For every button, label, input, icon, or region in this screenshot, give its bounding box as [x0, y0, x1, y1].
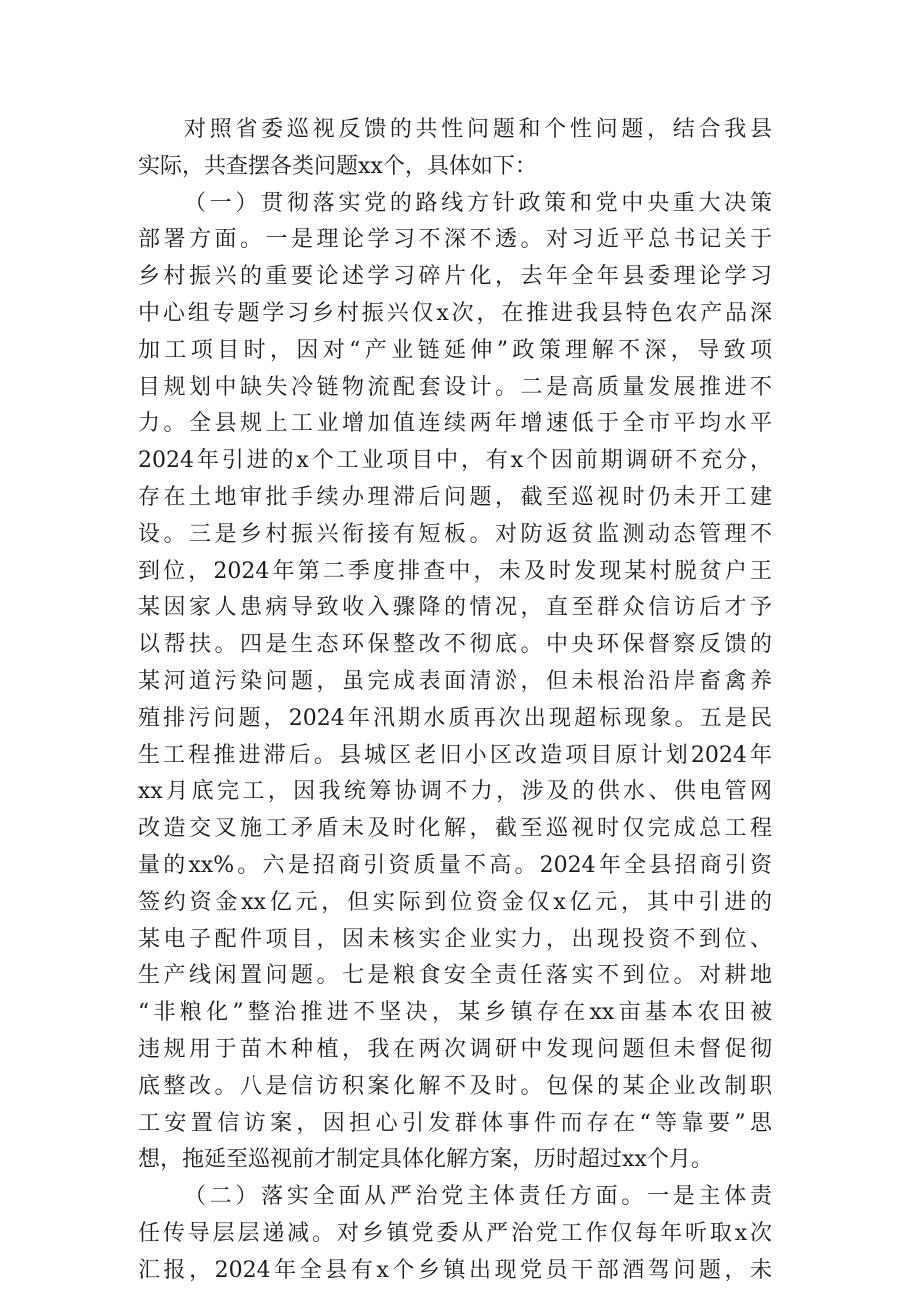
- paragraph-line: 任传导层层递减。对乡镇党委从严治党工作仅每年听取x次: [138, 1220, 772, 1246]
- paragraph-line: 签约资金xx亿元，但实际到位资金仅x亿元，其中引进的: [138, 889, 772, 915]
- paragraph-line: 乡村振兴的重要论述学习碎片化，去年全年县委理论学习: [138, 264, 772, 290]
- paragraph-line: 想，拖延至巡视前才制定具体化解方案，历时超过xx个月。: [138, 1147, 713, 1173]
- paragraph-line: 设。三是乡村振兴衔接有短板。对防返贫监测动态管理不: [138, 521, 772, 547]
- paragraph-line: 某电子配件项目，因未核实企业实力，出现投资不到位、: [138, 926, 772, 952]
- paragraph-line: “非粮化”整治推进不坚决，某乡镇存在xx亩基本农田被: [138, 1000, 772, 1026]
- paragraph-line: （一）贯彻落实党的路线方针政策和党中央重大决策: [184, 190, 772, 216]
- paragraph-line: 力。全县规上工业增加值连续两年增速低于全市平均水平: [138, 411, 772, 437]
- paragraph-line: 量的xx%。六是招商引资质量不高。2024年全县招商引资: [138, 852, 772, 878]
- document-body: [138, 112, 772, 1290]
- paragraph-line: 生产线闲置问题。七是粮食安全责任落实不到位。对耕地: [138, 963, 772, 989]
- paragraph-line: 存在土地审批手续办理滞后问题，截至巡视时仍未开工建: [138, 484, 772, 510]
- paragraph-line: xx月底完工，因我统筹协调不力，涉及的供水、供电管网: [138, 779, 772, 805]
- paragraph-line: 汇报，2024年全县有x个乡镇出现党员干部酒驾问题，未: [138, 1257, 772, 1283]
- paragraph-line: 中心组专题学习乡村振兴仅x次，在推进我县特色农产品深: [138, 300, 772, 326]
- paragraph-line: 某因家人患病导致收入骤降的情况，直至群众信访后才予: [138, 595, 772, 621]
- paragraph-line: 加工项目时，因对“产业链延伸”政策理解不深，导致项: [138, 337, 772, 363]
- paragraph-line: 底整改。八是信访积案化解不及时。包保的某企业改制职: [138, 1073, 772, 1099]
- paragraph-line: 2024年引进的x个工业项目中，有x个因前期调研不充分，: [138, 448, 772, 474]
- paragraph-line: 违规用于苗木种植，我在两次调研中发现问题但未督促彻: [138, 1036, 772, 1062]
- paragraph-line: 目规划中缺失冷链物流配套设计。二是高质量发展推进不: [138, 374, 772, 400]
- paragraph-line: （二）落实全面从严治党主体责任方面。一是主体责: [184, 1184, 772, 1210]
- paragraph-line: 对照省委巡视反馈的共性问题和个性问题，结合我县: [184, 117, 772, 142]
- paragraph-line: 实际，共查摆各类问题xx个，具体如下：: [138, 153, 537, 179]
- paragraph-line: 工安置信访案，因担心引发群体事件而存在“等靠要”思: [138, 1110, 772, 1136]
- paragraph-line: 生工程推进滞后。县城区老旧小区改造项目原计划2024年: [138, 742, 772, 768]
- paragraph-line: 某河道污染问题，虽完成表面清淤，但未根治沿岸畜禽养: [138, 668, 772, 694]
- paragraph-line: 部署方面。一是理论学习不深不透。对习近平总书记关于: [138, 227, 772, 253]
- paragraph-line: 以帮扶。四是生态环保整改不彻底。中央环保督察反馈的: [138, 632, 772, 658]
- paragraph-line: 改造交叉施工矛盾未及时化解，截至巡视时仅完成总工程: [138, 816, 772, 842]
- paragraph-line: 到位，2024年第二季度排查中，未及时发现某村脱贫户王: [138, 558, 772, 584]
- paragraph-line: 殖排污问题，2024年汛期水质再次出现超标现象。五是民: [138, 705, 772, 731]
